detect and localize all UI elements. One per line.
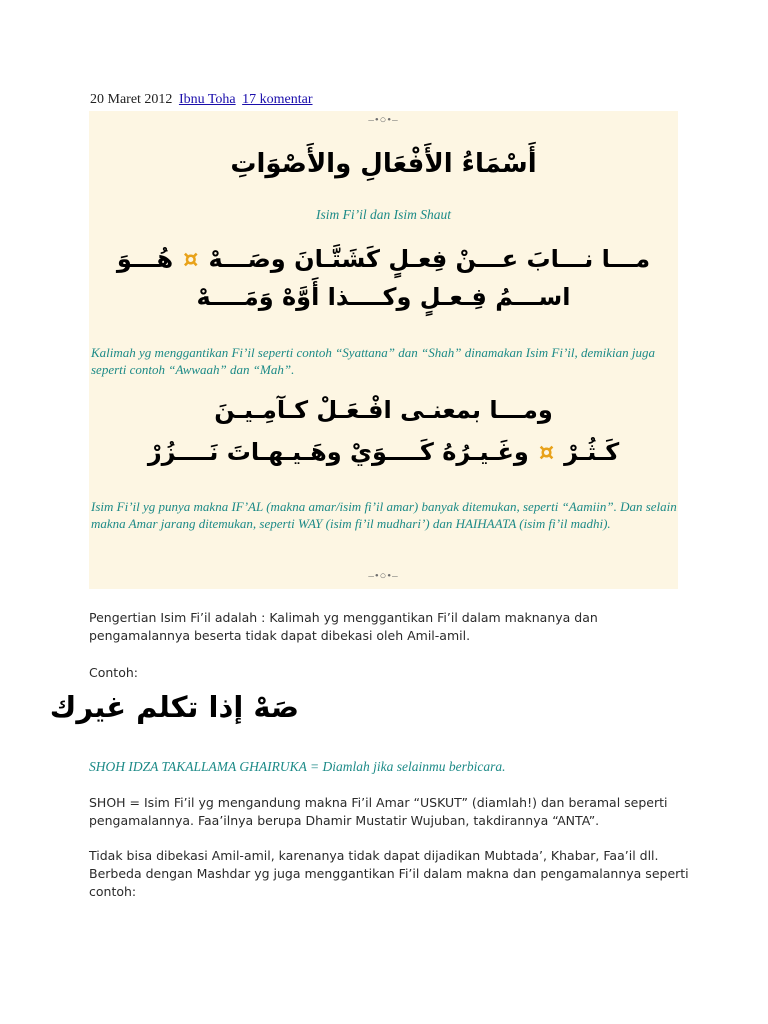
comments-link[interactable]: 17 komentar [242,92,313,107]
shoh-explanation: SHOH = Isim Fi’il yg mengandung makna Fi’il Amar “USKUT” (diamlah!) dan beramal seperti pengamalannya. Faa’ilnya berupa Dhamir Mustatir Wujuban, takdirannya “ANTA”. [89,795,668,828]
verse2-line2-left: وغَـيـرُهُ كَــــوَيْ وهَـيـهـاتَ نَــــزُرْ [147,438,529,466]
verse1-line1-left: هُـــوَ [116,245,174,273]
note-paragraph: Tidak bisa dibekasi Amil-amil, karenanya tidak dapat dijadikan Mubtada’, Khabar, Faa’il dll. Berbeda dengan Mashdar yg juga menggantikan Fi’il dalam makna dan pengamalannya seperti contoh: [89,848,689,899]
explanation-2: Isim Fi’il yg punya makna IF’AL (makna amar/isim fi’il amar) banyak ditemukan, seperti “Aamiin”. Dan selain makna Amar jarang ditemukan, seperti WAY (isim fi’il mudhari’) dan HAIHAATA (isim fi’il madhi). [91,499,677,531]
definition-paragraph: Pengertian Isim Fi’il adalah : Kalimah yg menggantikan Fi’il dalam maknanya dan pengamalannya beserta tidak dapat dibekasi oleh Amil-amil. [89,610,598,643]
verse2-line2 [89,438,678,466]
post-date: 20 Maret 2012 [90,92,173,107]
verse-box [89,111,678,589]
ornament-top: –•○•– [368,114,399,126]
example-translation: SHOH IDZA TAKALLAMA GHAIRUKA = Diamlah jika selainmu berbicara. [89,759,506,774]
author-link[interactable]: Ibnu Toha [178,92,236,107]
star-separator-icon: ¤ [183,245,199,273]
ornament-bottom: –•○•– [368,570,399,582]
example-arabic: صَهْ إذا تكلم غيرك [49,690,299,724]
verse2-line2-right: كَـثُـرْ [564,438,620,466]
verse1-line2: اســـمُ فِـعـلٍ وكــــذا أَوَّهْ وَمَــــهْ [196,283,571,311]
star-separator-icon: ¤ [538,438,555,466]
explanation-1: Kalimah yg menggantikan Fi’il seperti contoh “Syattana” dan “Shah” dinamakan Isim Fi’il, demikian juga seperti contoh “Awwaah” dan “Mah”. [91,345,656,377]
section-subtitle: Isim Fi’il dan Isim Shaut [316,207,451,222]
example-label: Contoh: [89,665,138,680]
verse1-line1-right: مـــا نـــابَ عـــنْ فِعـلٍ كَشَتَّـانَ وصَـــهْ [208,245,651,273]
section-title-arabic: أَسْمَاءُ الأَفْعَالِ والأَصْوَاتِ [230,149,537,179]
verse1-line1 [89,245,678,273]
post-meta [90,92,313,108]
verse2-line1: ومـــا بمعنـى افْـعَـلْ كـآمِـيـنَ [214,396,553,424]
